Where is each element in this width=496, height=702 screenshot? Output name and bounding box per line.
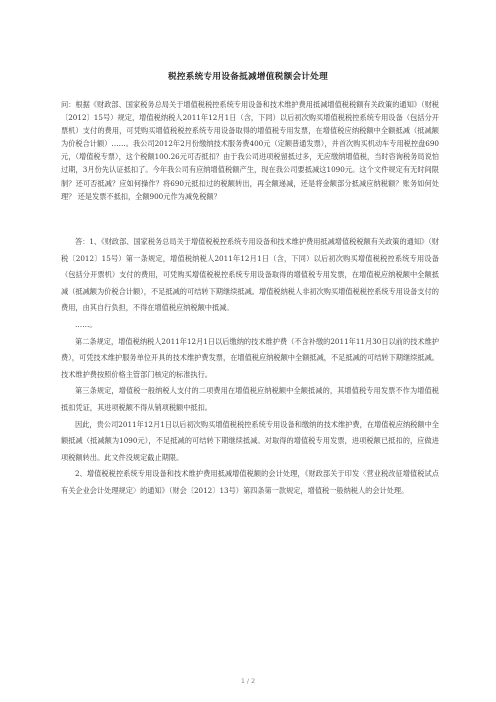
answer-paragraph-1: 答：1、《财政部、国家税务总局关于增值税税控系统专用设备和技术维护费用抵减增值税税额有关政策的通知》（财税〔2012〕15号）第一条规定，增值税纳税人2011年12月1日（含，下同）以后初次购买增值税税控系统专用设备（包括分开票机）支付的费用，可凭购买增值税税控系统专用设备取得的增值税专用发票，在增值税应纳税额中全额抵减（抵减额为价税合计额），不足抵减的可结转下期继续抵减。增值税纳税人非初次购买增值税税控系统专用设备支付的费用，由其自行负担，不得在增值税应纳税额中抵减。 (61, 237, 439, 313)
answer-paragraph-4: 因此，贵公司2011年12月1日以后初次购买增值税税控系统专用设备和缴纳的技术维护费，在增值税应纳税额中全额抵减（抵减额为1090元），不足抵减的可结转下期继续抵减。对取得的增值税专用发票，进项税额已抵扣的，应做进项税额转出。此文件没规定截止期限。 (61, 419, 439, 462)
answer-section (61, 234, 439, 500)
answer-ellipsis: ……。 (75, 319, 97, 329)
answer-paragraph-5: 2、增值税税控系统专用设备和技术维护费用抵减增值税额的会计处理，《财政部关于印发〈营业税改征增值税试点有关企业会计处理规定〉的通知》（财会〔2012〕13号）第四条第一款规定，增值税一般纳税人的会计处理。 (61, 469, 439, 495)
page-indicator: 1 / 2 (240, 677, 256, 685)
document-title: 税控系统专用设备抵减增值税额会计处理 (167, 72, 329, 82)
answer-paragraph-3: 第三条规定，增值税一般纳税人支付的二项费用在增值税应纳税额中全额抵减的，其增值税专用发票不作为增值税抵扣凭证，其进项税额不得从销项税额中抵扣。 (61, 386, 439, 412)
answer-paragraph-2: 第二条规定，增值税纳税人2011年12月1日以后缴纳的技术维护费（不含补缴的2011年11月30日以前的技术维护费），可凭技术维护服务单位开具的技术维护费发票，在增值税应纳税额中全额抵减，不足抵减的可结转下期继续抵减。技术维护费按照价格主管部门核定的标准执行。 (61, 336, 439, 379)
question-paragraph: 问：根据《财政部、国家税务总局关于增值税税控系统专用设备和技术维护费用抵减增值税税额有关政策的通知》（财税〔2012〕15号）规定，增值税纳税人2011年12月1日（含，下同）以后初次购买增值税税控系统专用设备（包括分开票机）支付的费用，可凭购买增值税税控系统专用设备取得的增值税专用发票，在增值税应纳税额中全额抵减（抵减额为价税合计额）……。我公司2012年2月份缴纳技术服务费400元（定额普通发票），并首次购买机动车专用税控盘690元，（增值税专票），这个税额100.26元可否抵扣？由于我公司进项税留抵过多，无应缴纳增值税，当时咨询税务局说怕过期，3月份先认证抵扣了。今年我公司有应纳增值税额产生，现在我公司要抵减这1090元。这个文件规定有无时间限制？还可否抵减？应如何操作？将690元抵扣过的税额转出，再全额递减，还是将金额部分抵减应纳税额？账务如何处理？ 还是发票不抵扣，全额900元作为减免税额？ (61, 100, 439, 201)
